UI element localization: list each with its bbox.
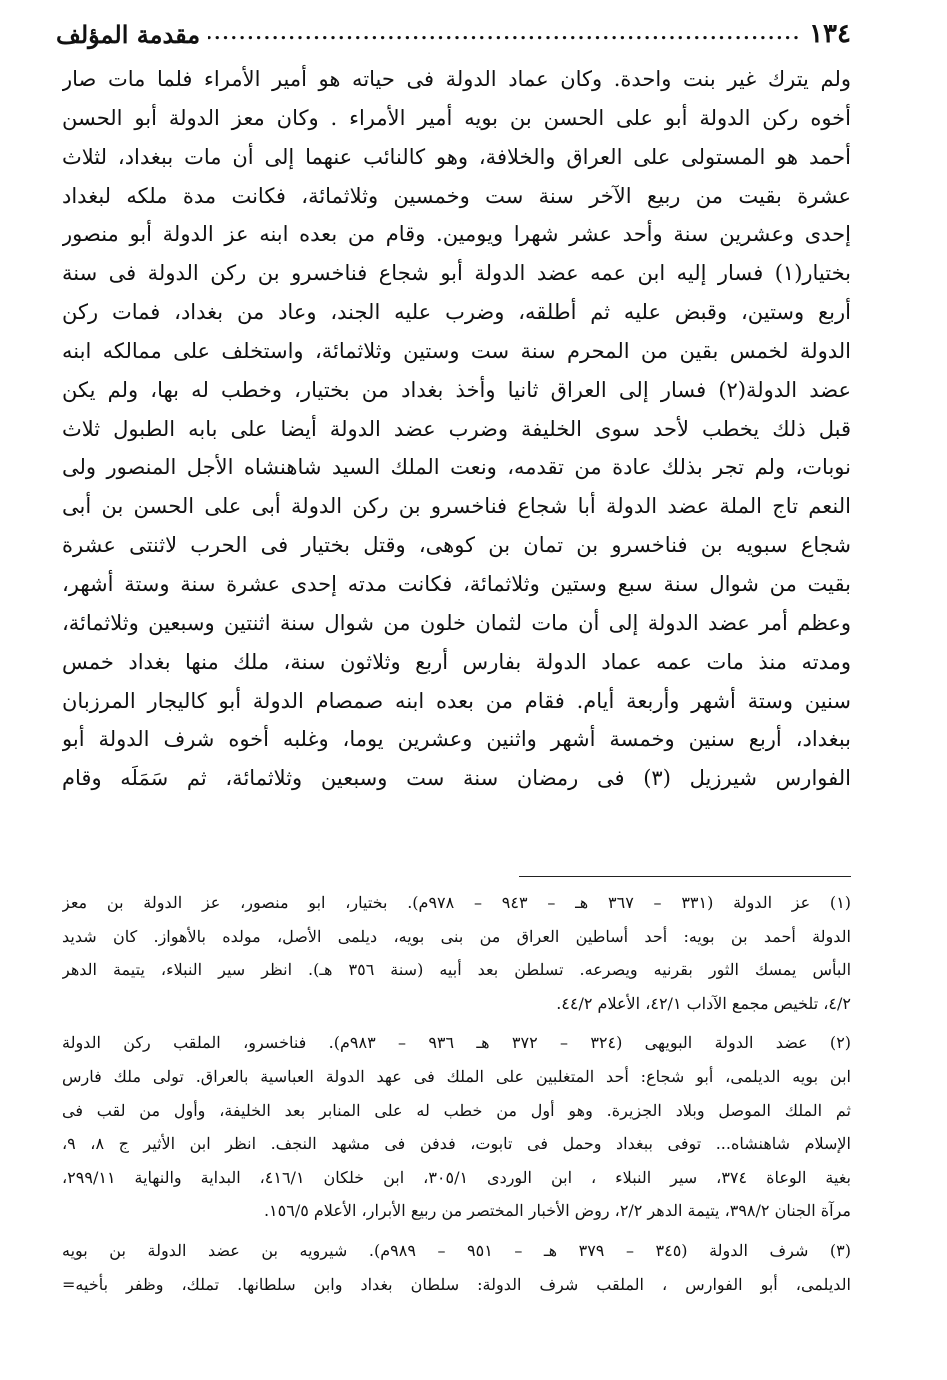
footnote-line: البأس يمسك الثور بقرنيه ويصرعه. تسلطن بعد أبيه (سنة ٣٥٦ هـ). انظر سير النبلاء، يتيمة الدهر: [62, 960, 851, 980]
text-line: ببغداد، أربع سنين وخمسة أشهر واثنين وعشرين يوما، وغلبه أخوه شرف الدولة أبو: [62, 727, 851, 752]
text-line: بقيت من شوال سنة سبع وستين وثلاثمائة، فكانت مدته إحدى عشرة سنة وستة أشهر،: [62, 571, 851, 596]
section-title: مقدمة المؤلف: [56, 19, 201, 49]
footnote-line: (٢) عضد الدولة البويهى (٣٢٤ – ٣٧٢ هـ ٩٣٦ – ٩٨٣م). فناخسرو، الملقب ركن الدولة: [62, 1033, 851, 1053]
text-line: قبل ذلك يخطب لأحد سوى الخليفة وضرب عضد الدولة أيضا على بابه الطبول ثلاث: [62, 416, 851, 441]
text-line: سنين وستة أشهر وأربعة أيام. فقام من بعده ابنه صمصام الدولة أبو كاليجار المرزبان: [62, 688, 851, 713]
running-header: [56, 14, 851, 54]
text-line: عضد الدولة(٢) فسار إلى العراق ثانيا وأخذ بغداد من بختيار، وخطب له بها، ولم يكن: [62, 377, 851, 402]
text-line: بختيار(١) فسار إليه ابن عمه عضد الدولة أبو شجاع فناخسرو بن ركن الدولة فى سنة: [62, 261, 851, 286]
footnote-line: ابن بويه الديلمى، أبو شجاع: أحد المتغلبين على الملك فى عهد الدولة العباسية بالعراق. تولى ملك فارس: [62, 1066, 851, 1086]
footnote-line: ثم الملك الموصل وبلاد الجزيرة. وهو أول من خطب له على المنابر بعد الخليفة، وأول من لقب فى: [62, 1100, 851, 1120]
text-line: نوبات، ولم تجر بذلك عادة من تقدمه، ونعت الملك السيد شاهنشاه الأجل المنصور ولى: [62, 455, 851, 480]
main-text: [62, 60, 851, 798]
text-line: النعم تاج الملة عضد الدولة أبا شجاع فناخسرو بن ركن الدولة أبى على الحسن بن أبى: [62, 494, 851, 519]
text-line: عشرة بقيت من ربيع الآخر سنة ست وخمسين وثلاثمائة، فكانت مدة ملكه لبغداد: [62, 183, 851, 208]
footnote-line: الإسلام شاهنشاه... توفى ببغداد وحمل فى تابوت، فدفن فى مشهد النجف. انظر ابن الأثير ج ٨، ٩،: [62, 1134, 851, 1154]
text-line: أحمد هو المستولى على العراق والخلافة، وهو كالنائب عنهما إلى أن مات ببغداد، لثلاث: [62, 144, 851, 169]
footnote-separator: [519, 876, 851, 877]
text-line: شجاع سبويه بن فناخسرو بن تمان بن كوهى، وقتل بختيار فى الحرب لاثنتى عشرة: [62, 533, 851, 558]
text-line: الدولة لخمس بقين من المحرم سنة ست وستين وثلاثمائة، واستخلف على ممالكه ابنه: [62, 338, 851, 363]
text-line: وعظم أمر عضد الدولة إلى أن مات لثمان خلون من شوال سنة اثنتين وسبعين وثلاثمائة،: [62, 610, 851, 635]
footnote-line: الديلمى، أبو الفوارس ، الملقب شرف الدولة: سلطان بغداد وابن سلطانها. تملك، وظفر بأخيه=: [62, 1274, 851, 1294]
text-line: ومدته منذ مات عمه عماد الدولة بفارس أربع وثلاثون سنة، ملك منها بغداد خمس: [62, 649, 851, 674]
text-line: ولم يترك غير بنت واحدة. وكان عماد الدولة فى حياته هو أمير الأمراء فلما مات صار: [62, 67, 851, 91]
footnote-3: [62, 1234, 851, 1301]
page-number: ١٣٤: [809, 19, 851, 49]
text-line: أربع وستين، وقبض عليه ثم أطلقه، وضرب عليه الجند، وعاد من بغداد، فمات ركن: [62, 300, 851, 325]
footnote-line: الدولة أحمد بن بويه: أحد أساطين العراق من بنى بويه، ديلمى الأصل، مولده بالأهواز. كان شديد: [62, 926, 851, 946]
dot-leader: [208, 23, 801, 45]
footnote-line: بغية الوعاة ٣٧٤، سير النبلاء ، ابن الوردى ٣٠٥/١، ابن خلكان ٤١٦/١، البداية والنهاية ٢٩٩/١١،: [62, 1167, 851, 1187]
footnote-line: (٣) شرف الدولة (٣٤٥ – ٣٧٩ هـ – ٩٥١ – ٩٨٩م). شيرويه بن عضد الدولة بن بويه: [62, 1240, 851, 1260]
text-line: أخوه ركن الدولة أبو على الحسن بن بويه أمير الأمراء . وكان معز الدولة أبو الحسن: [62, 105, 851, 130]
text-line: الفوارس شيرزيل (٣) فى رمضان سنة ست وسبعين وثلاثمائة، ثم سَمَلَه وقام: [62, 766, 851, 791]
footnote-line: ٤/٢، تلخيص مجمع الآداب ٤٢/١، الأعلام ٤٤/٢.: [556, 993, 851, 1013]
footnote-2: [62, 1026, 851, 1228]
footnotes: [62, 886, 851, 1301]
text-line: إحدى وعشرين سنة وأحد عشر شهرا ويومين. وقام من بعده ابنه عز الدولة أبو منصور: [62, 222, 851, 247]
footnote-line: مرآة الجنان ٣٩٨/٢، يتيمة الدهر ٢/٢، روض الأخبار المختصر من ربيع الأبرار، الأعلام ١٥٦/٥.: [263, 1201, 851, 1221]
footnote-1: [62, 886, 851, 1020]
footnote-line: (١) عز الدولة (٣٣١ – ٣٦٧ هـ – ٩٤٣ – ٩٧٨م). بختيار، ابو منصور، عز الدولة بن معز: [62, 893, 851, 912]
